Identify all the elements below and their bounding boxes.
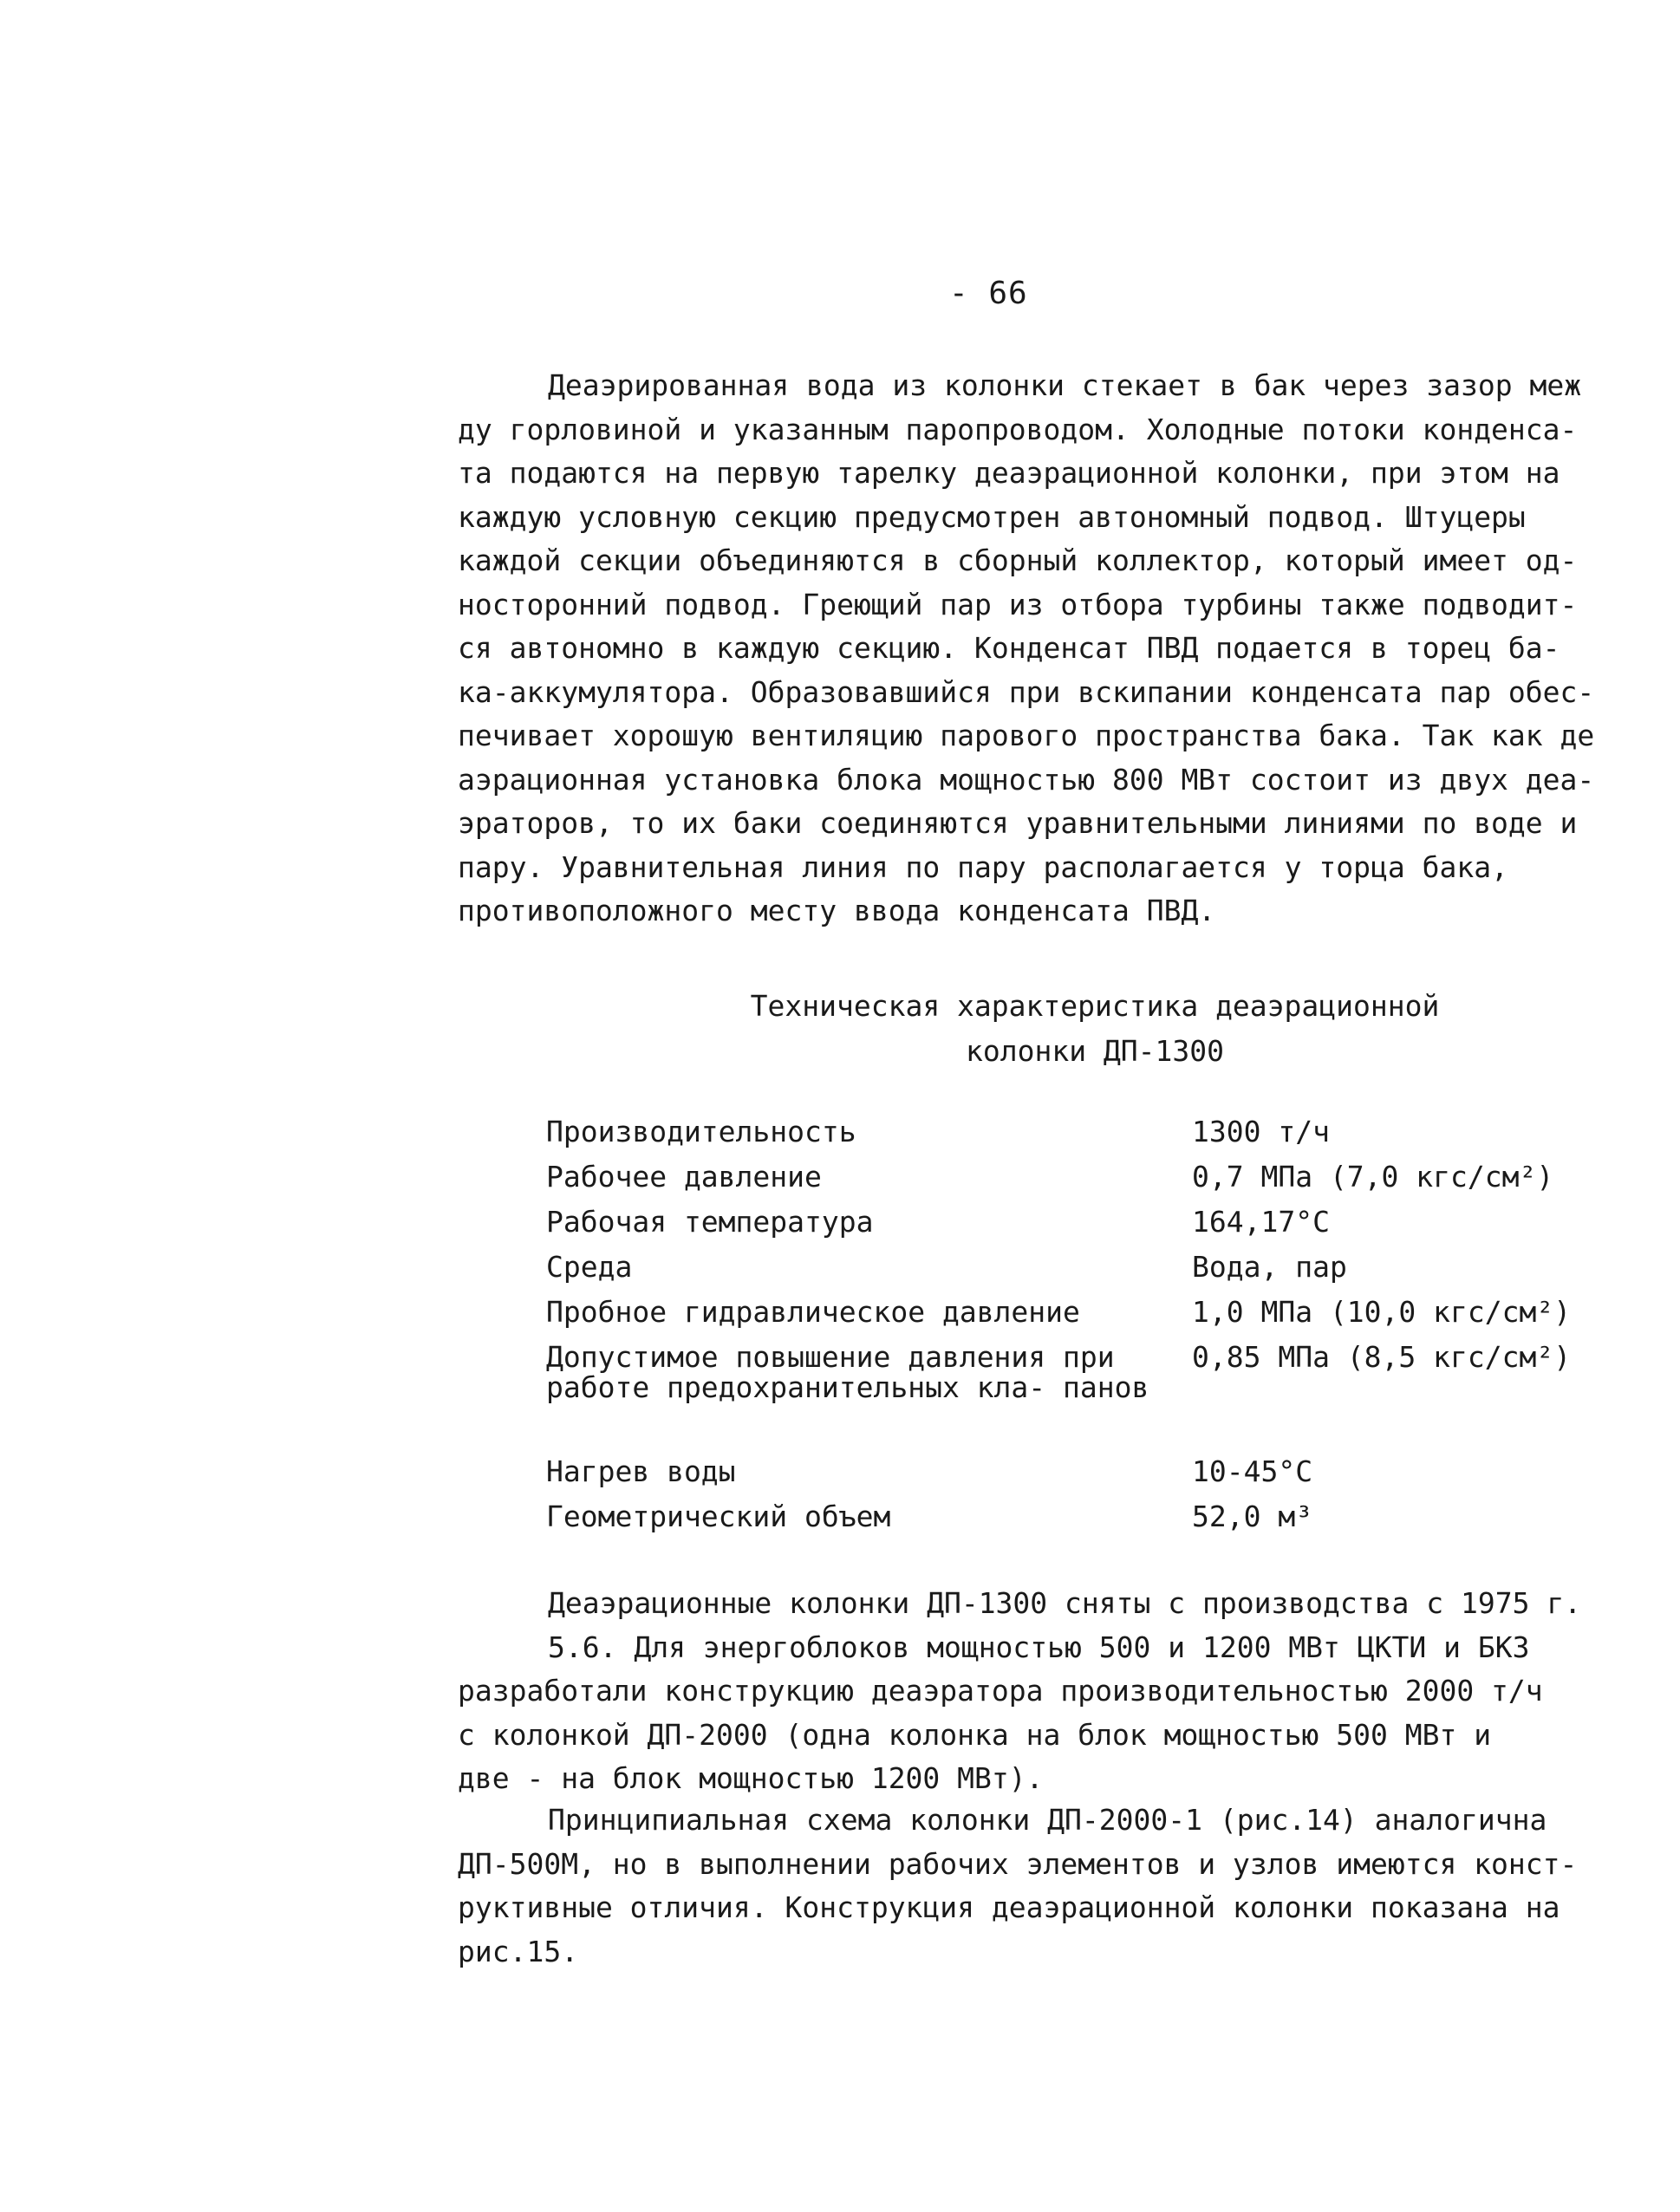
spec-value: 0,7 МПа (7,0 кгс/см²): [1192, 1160, 1554, 1194]
spec-value: 10-45°C: [1192, 1454, 1313, 1488]
spec-value: Вода, пар: [1192, 1250, 1347, 1284]
page-number: - 66: [949, 276, 1028, 311]
text-line: каждой секции объединяются в сборный коллектор, который имеет од-: [458, 543, 1578, 577]
text-line: противоположного месту ввода конденсата ПВД.: [458, 894, 1216, 927]
text-line: 5.6. Для энергоблоков мощностью 500 и 1200 МВт ЦКТИ и БКЗ: [548, 1630, 1530, 1664]
text-line: руктивные отличия. Конструкция деаэрационной колонки показана на: [458, 1890, 1560, 1924]
text-line: ДП-500М, но в выполнении рабочих элементов и узлов имеются конст-: [458, 1846, 1578, 1881]
text-line: каждую условную секцию предусмотрен автономный подвод. Штуцеры: [458, 499, 1526, 534]
text-line: печивает хорошую вентиляцию парового пространства бака. Так как де: [458, 719, 1595, 752]
text-line: аэрационная установка блока мощностью 800 МВт состоит из двух деа-: [458, 762, 1595, 797]
spec-row: [546, 1335, 1612, 1449]
spec-name: Рабочее давление: [546, 1160, 822, 1194]
spec-value: 52,0 м³: [1192, 1500, 1313, 1533]
text-line: Принципиальная схема колонки ДП-2000-1 (рис.14) аналогична: [548, 1803, 1547, 1837]
text-line: с колонкой ДП-2000 (одна колонка на блок мощностью 500 МВт и: [458, 1717, 1492, 1752]
text-line: ду горловиной и указанным паропроводом. Холодные потоки конденса-: [458, 412, 1578, 446]
spec-row: [546, 1109, 1612, 1155]
paragraph-deaeration-description: [458, 364, 1611, 934]
text-line: ка-аккумулятора. Образовавшийся при вскипании конденсата пар обес-: [458, 674, 1595, 709]
spec-name: Допустимое повышение давления при работе предохранительных кла- панов: [546, 1340, 1149, 1404]
spec-row: [546, 1245, 1612, 1290]
spec-name: Пробное гидравлическое давление: [546, 1295, 1080, 1329]
section-heading: [458, 984, 1611, 1074]
spec-value: 1300 т/ч: [1192, 1115, 1330, 1148]
paragraph-dp2000-intro: [458, 1582, 1611, 1801]
spec-value: 164,17°C: [1192, 1205, 1330, 1239]
text-line: две - на блок мощностью 1200 МВт).: [458, 1761, 1044, 1795]
spec-name: Среда: [546, 1250, 633, 1284]
text-line: разработали конструкцию деаэратора производительностью 2000 т/ч: [458, 1674, 1543, 1708]
spec-row: [546, 1155, 1612, 1200]
spec-value: 0,85 МПа (8,5 кгс/см²): [1192, 1340, 1572, 1374]
heading-line: Техническая характеристика деаэрационной: [750, 989, 1440, 1023]
spec-row: [546, 1494, 1612, 1539]
text-line: Деаэрационные колонки ДП-1300 сняты с производства с 1975 г.: [548, 1586, 1582, 1620]
spec-value: 1,0 МПа (10,0 кгс/см²): [1192, 1295, 1572, 1329]
spec-row: [546, 1449, 1612, 1494]
text-line: пару. Уравнительная линия по пару располагается у торца бака,: [458, 849, 1508, 884]
text-line: Деаэрированная вода из колонки стекает в бак через зазор меж: [548, 368, 1582, 402]
spec-name: Геометрический объем: [546, 1500, 891, 1533]
text-line: та подаются на первую тарелку деаэрационной колонки, при этом на: [458, 456, 1560, 490]
spec-name: Производительность: [546, 1115, 856, 1148]
text-line: рис.15.: [458, 1934, 579, 1968]
text-line: носторонний подвод. Греющий пар из отбора турбины также подводит-: [458, 587, 1578, 621]
spec-row: [546, 1290, 1612, 1335]
paragraph-dp2000-scheme: [458, 1799, 1611, 1974]
text-line: эраторов, то их баки соединяются уравнительными линиями по воде и: [458, 806, 1578, 840]
text-line: ся автономно в каждую секцию. Конденсат ПВД подается в торец ба-: [458, 631, 1560, 665]
spec-name: Нагрев воды: [546, 1454, 736, 1488]
heading-line: колонки ДП-1300: [965, 1034, 1224, 1068]
specs-table: [546, 1109, 1612, 1539]
spec-name: Рабочая температура: [546, 1205, 874, 1239]
spec-row: [546, 1200, 1612, 1245]
